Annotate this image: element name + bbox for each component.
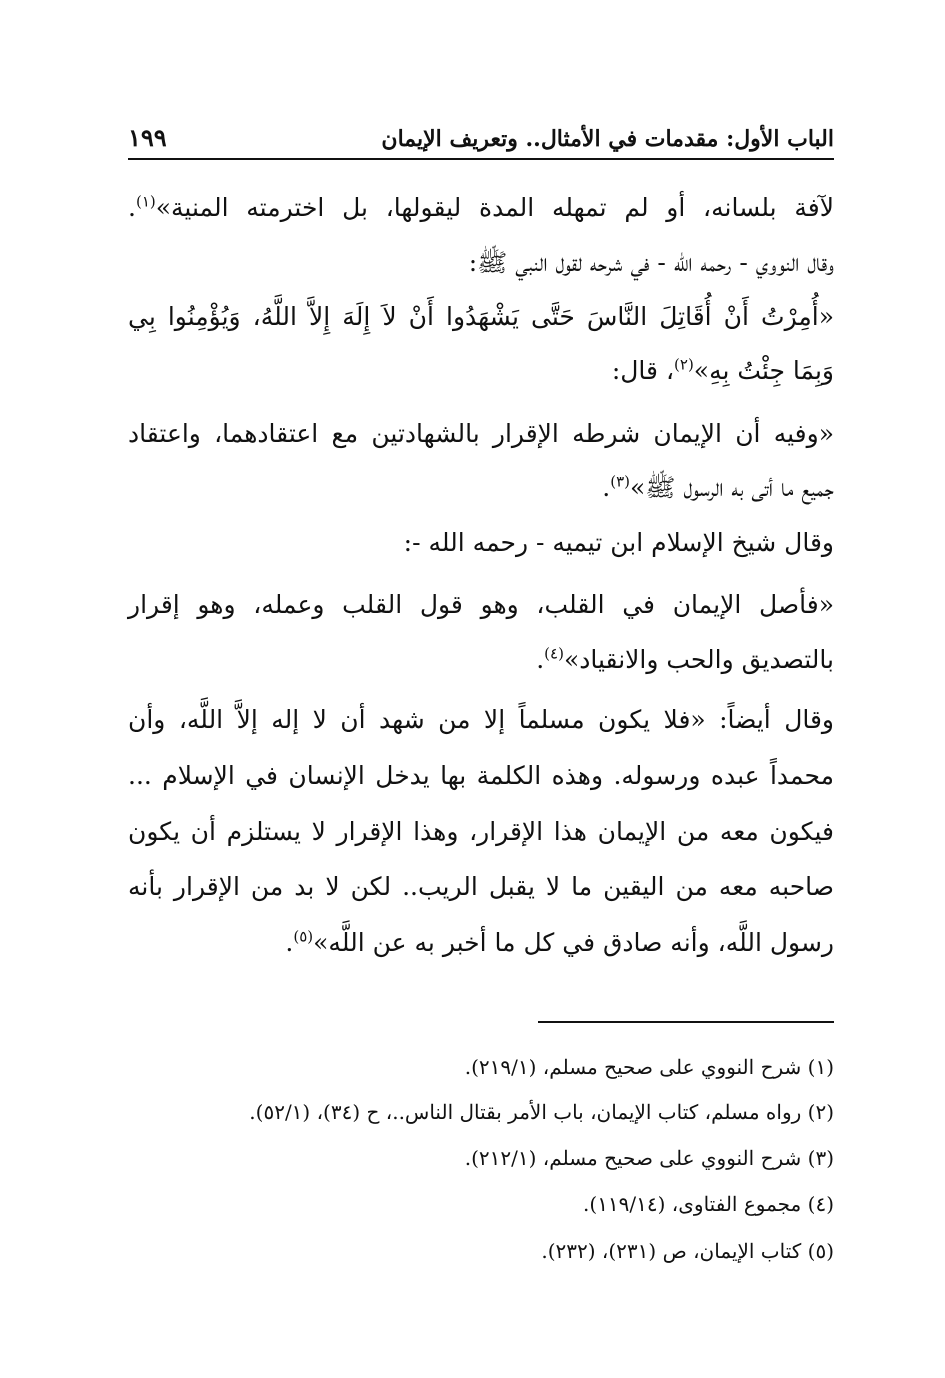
footnote-5: (٥) كتاب الإيمان، ص (٢٣١)، (٢٣٢). [541,1239,834,1263]
body-line-13: صاحبه معه من اليقين ما لا يقبل الريب.. لكن لا بد من الإقرار بأنه [128,872,834,901]
body-line-9: بالتصديق والحب والانقياد»$^{(٤)}$. [536,644,834,674]
body-line-1: لآفة بلسانه، أو لم تمهله المدة ليقولها، بل اخترمته المنية»$^{(١)}$. [128,192,834,222]
body-line-4: وَبِمَا جِئْتُ بِهِ»$^{(٢)}$، قال: [611,355,834,385]
running-title: الباب الأول: مقدمات في الأمثال.. وتعريف الإيمان [381,126,834,152]
footnote-4: (٤) مجموع الفتاوى، (١١٩/١٤). [583,1192,834,1216]
body-line-11: محمداً عبده ورسوله. وهذه الكلمة بها يدخل الإنسان في الإسلام ... [128,761,834,790]
footnote-3: (٣) شرح النووي على صحيح مسلم، (٢١٢/١). [464,1146,834,1170]
footnote-marker: (٢) [674,355,694,374]
footnote-marker: (٣) [610,472,631,491]
footnote-marker: (٤) [544,644,564,663]
footnote-1: (١) شرح النووي على صحيح مسلم، (٢١٩/١). [464,1055,834,1079]
page-number: ١٩٩ [128,123,167,152]
body-line-14: رسول اللَّه، وأنه صادق في كل ما أخبر به عن اللَّه»$^{(٥)}$. [285,927,834,957]
body-line-5: «وفيه أن الإيمان شرطه الإقرار بالشهادتين مع اعتقادهما، واعتقاد [128,419,834,448]
body-line-2: وقال النووي - رحمه الله - في شرحه لقول النبي ﷺ: [468,248,834,277]
footnote-marker: (٥) [293,927,314,946]
body-line-12: فيكون معه من الإيمان هذا الإقرار، وهذا الإقرار لا يستلزم أن يكون [128,817,834,846]
body-line-10: وقال أيضاً: «فلا يكون مسلماً إلا من شهد أن لا إله إلاَّ اللَّه، وأن [128,705,834,734]
page-header [128,118,834,160]
body-line-7: وقال شيخ الإسلام ابن تيميه - رحمه الله -: [403,528,834,557]
footnote-marker: (١) [135,192,156,211]
body-line-8: «فأصل الإيمان في القلب، وهو قول القلب وعمله، وهو إقرار [128,590,834,619]
footnote-2: (٢) رواه مسلم، كتاب الإيمان، باب الأمر بقتال الناس..، ح (٣٤)، (٥٢/١). [249,1100,834,1124]
body-line-3: «أُمِرْتُ أَنْ أُقَاتِلَ النَّاسَ حَتَّى يَشْهَدُوا أَنْ لاَ إِلَهَ إِلاَّ اللَّهُ، وَيُؤْمِنُوا بِي [128,302,834,331]
body-line-6: جميع ما أتى به الرسول ﷺ»$^{(٣)}$. [602,472,834,502]
footnote-divider [538,1021,834,1023]
